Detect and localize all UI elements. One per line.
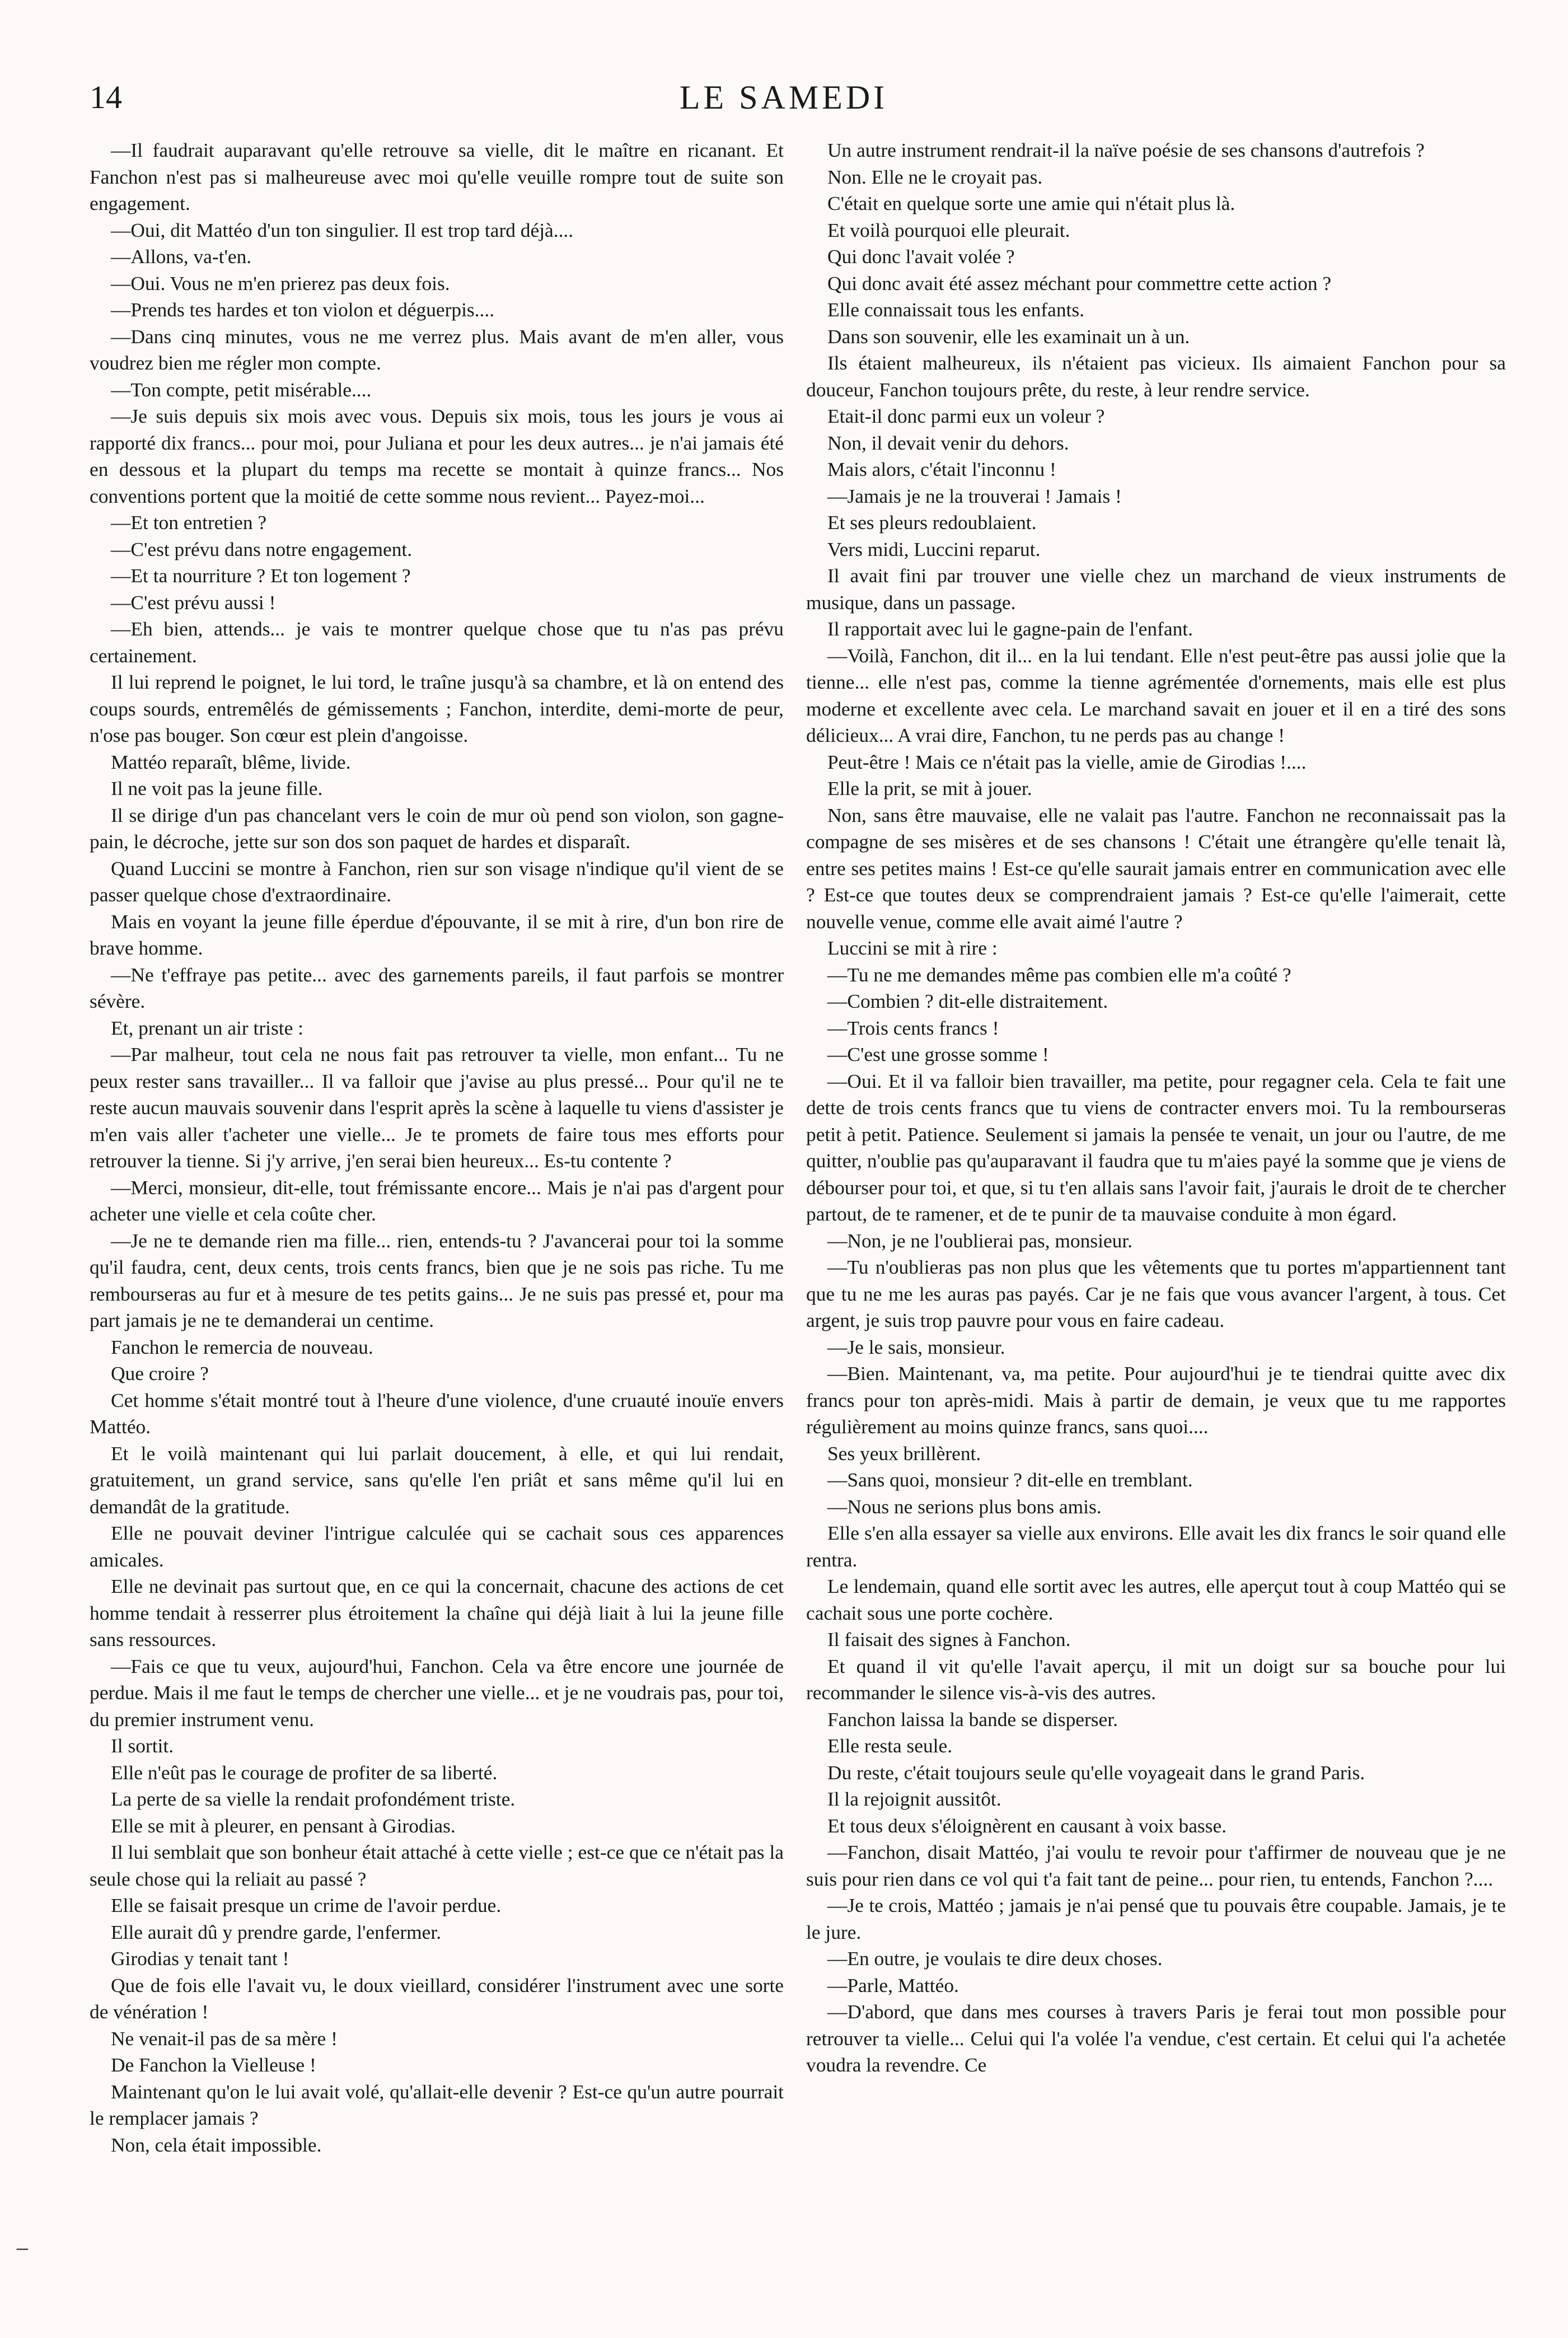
paragraph: —Jamais je ne la trouverai ! Jamais ! (827, 484, 1122, 507)
paragraph: Mattéo reparaît, blême, livide. (111, 750, 351, 773)
paragraph: —En outre, je voulais te dire deux choses. (827, 1947, 1163, 1970)
paragraph: Il rapportait avec lui le gagne-pain de l'enfant. (827, 618, 1193, 640)
paragraph: Girodias y tenait tant ! (111, 1947, 289, 1970)
paragraph: —D'abord, que dans mes courses à travers Paris je ferai tout mon possible pour retrouver ta vielle... Celui qui l'a volée l'a vendue, c'est certain. Et celui qui l'a achetée voudra la revendre. Ce (806, 2000, 1506, 2076)
paragraph: —Eh bien, attends... je vais te montrer quelque chose que tu n'as pas prévu certainement. (90, 618, 784, 667)
paragraph: Peut-être ! Mais ce n'était pas la vielle, amie de Girodias !.... (827, 750, 1307, 773)
paragraph: Mais alors, c'était l'inconnu ! (827, 458, 1056, 480)
paragraph: Et voilà pourquoi elle pleurait. (827, 218, 1070, 241)
paragraph: Et quand il vit qu'elle l'avait aperçu, il mit un doigt sur sa bouche pour lui recommander le silence vis-à-vis des autres. (806, 1654, 1506, 1704)
paragraph: Ils étaient malheureux, ils n'étaient pas vicieux. Ils aimaient Fanchon pour sa douceur, Fanchon toujours prête, du reste, à leur rendre service. (806, 352, 1506, 401)
paragraph: —Dans cinq minutes, vous ne me verrez plus. Mais avant de m'en aller, vous voudrez bien me régler mon compte. (90, 325, 784, 374)
paragraph: —Il faudrait auparavant qu'elle retrouve sa vielle, dit le maître en ricanant. Et Fanchon n'est pas si malheureuse avec moi qu'elle veuille rompre tout de suite son engagement. (90, 139, 784, 214)
paragraph: Luccini se mit à rire : (827, 937, 998, 959)
paragraph: Il ne voit pas la jeune fille. (111, 777, 323, 799)
paragraph: Non, cela était impossible. (111, 2133, 322, 2156)
paragraph: Que de fois elle l'avait vu, le doux vieillard, considérer l'instrument avec une sorte de vénération ! (90, 1974, 784, 2023)
paragraph: —Oui, dit Mattéo d'un ton singulier. Il est trop tard déjà.... (111, 218, 574, 241)
journal-title: LE SAMEDI (679, 79, 888, 116)
paragraph: —C'est une grosse somme ! (827, 1043, 1049, 1065)
paragraph: Il lui reprend le poignet, le lui tord, le traîne jusqu'à sa chambre, et là on entend des coups sourds, entremêlés de gémissements ; Fanchon, interdite, demi-morte de peur, n'ose pas bouger. Son cœur est plein d'angoisse. (90, 671, 784, 746)
paragraph: —Et ton entretien ? (111, 511, 267, 534)
paragraph: Maintenant qu'on le lui avait volé, qu'allait-elle devenir ? Est-ce qu'un autre pourrait le remplacer jamais ? (90, 2080, 784, 2129)
margin-mark: – (17, 2234, 28, 2260)
paragraph: —Ne t'effraye pas petite... avec des garnements pareils, il faut parfois se montrer sévère. (90, 963, 784, 1012)
paragraph: C'était en quelque sorte une amie qui n'était plus là. (827, 192, 1235, 214)
paragraph: —Par malheur, tout cela ne nous fait pas retrouver ta vielle, mon enfant... Tu ne peux rester sans travailler... Il va falloir que j'avise au plus pressé... Pour qu'il ne te reste aucun mauvais souvenir dans l'esprit après la scène à laquelle tu viens d'assister je m'en vais aller t'acheter une vielle... Je te promets de faire tous mes efforts pour retrouver la tienne. Si j'y arrive, j'en serai bien heureux... Es-tu contente ? (90, 1043, 784, 1172)
paragraph: Mais en voyant la jeune fille éperdue d'épouvante, il se mit à rire, d'un bon rire de brave homme. (90, 910, 784, 959)
paragraph: Et tous deux s'éloignèrent en causant à voix basse. (827, 1814, 1227, 1837)
paragraph: —Je ne te demande rien ma fille... rien, entends-tu ? J'avancerai pour toi la somme qu'il faudra, cent, deux cents, trois cents francs, bien que je ne sois pas riche. Tu me rembourseras au fur et à mesure de tes petits gains... Je ne suis pas pressé et, pour ma part jamais je ne te demanderai un centime. (90, 1229, 784, 1331)
paragraph: De Fanchon la Vielleuse ! (111, 2054, 316, 2076)
paragraph: Elle la prit, se mit à jouer. (827, 777, 1032, 799)
paragraph: Un autre instrument rendrait-il la naïve poésie de ses chansons d'autrefois ? (827, 139, 1425, 161)
paragraph: —Non, je ne l'oublierai pas, monsieur. (827, 1229, 1132, 1252)
paragraph: Elle aurait dû y prendre garde, l'enfermer. (111, 1920, 442, 1943)
paragraph: Ne venait-il pas de sa mère ! (111, 2027, 338, 2050)
paragraph: Quand Luccini se montre à Fanchon, rien sur son visage n'indique qu'il vient de se passer quelque chose d'extraordinaire. (90, 857, 784, 906)
paragraph: —Tu ne me demandes même pas combien elle m'a coûté ? (827, 963, 1291, 986)
paragraph: La perte de sa vielle la rendait profondément triste. (111, 1788, 516, 1810)
paragraph: Elle se faisait presque un crime de l'avoir perdue. (111, 1894, 502, 1916)
paragraph: —C'est prévu dans notre engagement. (111, 537, 413, 560)
paragraph: —Fais ce que tu veux, aujourd'hui, Fanchon. Cela va être encore une journée de perdue. Mais il me faut le temps de chercher une vielle... et je ne voudrais pas, pour toi, du premier instrument venu. (90, 1654, 784, 1731)
paragraph: —Oui. Et il va falloir bien travailler, ma petite, pour regagner cela. Cela te fait une dette de trois cents francs que tu viens de contracter envers moi. Tu la rembourseras petit à petit. Patience. Seulement si jamais la pensée te venait, un jour ou l'autre, de me quitter, n'oublie pas qu'auparavant il faudra que tu m'aies payé la somme que je viens de débourser pour toi, et que, si tu t'en allais sans l'avoir fait, j'aurais le droit de te chercher partout, de te ramener, et de te punir de ta mauvaise conduite à mon égard. (806, 1069, 1506, 1225)
paragraph: Fanchon laissa la bande se disperser. (827, 1708, 1118, 1731)
right-text-column (806, 137, 1506, 2298)
paragraph: Il faisait des signes à Fanchon. (827, 1628, 1071, 1650)
paragraph: —Ton compte, petit misérable.... (111, 378, 372, 401)
paragraph: Il avait fini par trouver une vielle chez un marchand de vieux instruments de musique, dans un passage. (806, 564, 1506, 614)
paragraph: Elle connaissait tous les enfants. (827, 298, 1084, 321)
paragraph: —Voilà, Fanchon, dit il... en la lui tendant. Elle n'est peut-être pas aussi jolie que la tienne... elle n'est pas, comme la tienne agrémentée d'ornements, mais elle est plus moderne et excellente avec cela. Le marchand savait en jouer et il en a tiré des sons délicieux... A vrai dire, Fanchon, tu ne perds pas au change ! (806, 644, 1506, 746)
paragraph: —Je le sais, monsieur. (827, 1335, 1005, 1358)
page-number: 14 (90, 79, 122, 115)
paragraph: —Oui. Vous ne m'en prierez pas deux fois. (111, 272, 450, 294)
paragraph: Il lui semblait que son bonheur était attaché à cette vielle ; est-ce que ce n'était pas la seule chose qui la reliait au passé ? (90, 1841, 784, 1890)
paragraph: —Sans quoi, monsieur ? dit-elle en tremblant. (827, 1469, 1193, 1491)
paragraph: Non, il devait venir du dehors. (827, 431, 1069, 454)
paragraph: Elle resta seule. (827, 1734, 953, 1757)
paragraph: —C'est prévu aussi ! (111, 591, 276, 614)
paragraph: —Trois cents francs ! (827, 1016, 999, 1039)
paragraph: Et le voilà maintenant qui lui parlait doucement, à elle, et qui lui rendait, gratuitement, un grand service, sans qu'elle l'en priât et sans même qu'il lui en demandât de la gratitude. (90, 1442, 784, 1518)
paragraph: Qui donc l'avait volée ? (827, 245, 1015, 268)
paragraph: Non, sans être mauvaise, elle ne valait pas l'autre. Fanchon ne reconnaissait pas la compagne de ses misères et de ses chansons ! C'était une étrangère qu'elle tenait là, entre ses petites mains ! Est-ce qu'elle saurait jamais entrer en communication avec elle ? Est-ce que toutes deux se comprendraient jamais ? Est-ce qu'elle l'aimerait, cette nouvelle venue, comme elle avait aimé l'autre ? (806, 803, 1506, 933)
paragraph: Cet homme s'était montré tout à l'heure d'une violence, d'une cruauté inouïe envers Mattéo. (90, 1388, 784, 1438)
paragraph: —Parle, Mattéo. (827, 1974, 959, 1996)
paragraph: Elle se mit à pleurer, en pensant à Girodias. (111, 1814, 456, 1837)
paragraph: Il se dirige d'un pas chancelant vers le coin de mur où pend son violon, son gagne-pain, le décroche, jette sur son dos son paquet de hardes et disparaît. (90, 803, 784, 853)
paragraph: —Merci, monsieur, dit-elle, tout frémissante encore... Mais je n'ai pas d'argent pour acheter une vielle et cela coûte cher. (90, 1176, 784, 1225)
paragraph: Elle s'en alla essayer sa vielle aux environs. Elle avait les dix francs le soir quand elle rentra. (806, 1522, 1506, 1571)
page-header (90, 78, 1478, 123)
paragraph: —Je te crois, Mattéo ; jamais je n'ai pensé que tu pouvais être coupable. Jamais, je te le jure. (806, 1894, 1506, 1943)
paragraph: Fanchon le remercia de nouveau. (111, 1335, 373, 1358)
paragraph: —Prends tes hardes et ton violon et déguerpis.... (111, 298, 495, 321)
paragraph: —Combien ? dit-elle distraitement. (827, 990, 1108, 1012)
paragraph: —Je suis depuis six mois avec vous. Depuis six mois, tous les jours je vous ai rapporté dix francs... pour moi, pour Juliana et pour les deux autres... je n'ai jamais été en dessous et la plupart du temps ma recette se montait à quinze francs... Nos conventions portent que la moitié de cette somme nous revient... Payez-moi... (90, 405, 784, 507)
paragraph: Il sortit. (111, 1734, 174, 1757)
paragraph: Ses yeux brillèrent. (827, 1442, 981, 1465)
paragraph: Elle ne devinait pas surtout que, en ce qui la concernait, chacune des actions de cet homme tendait à resserrer plus étroitement la chaîne qui déjà liait à lui la jeune fille sans ressources. (90, 1575, 784, 1650)
paragraph: Non. Elle ne le croyait pas. (827, 165, 1043, 188)
paragraph: Dans son souvenir, elle les examinait un à un. (827, 325, 1190, 348)
paragraph: Et ses pleurs redoublaient. (827, 511, 1037, 534)
paragraph: —Bien. Maintenant, va, ma petite. Pour aujourd'hui je te tiendrai quitte avec dix francs pour ton après-midi. Mais à partir de demain, je veux que tu me rapportes régulièrement au moins quinze francs, sans quoi.... (806, 1362, 1506, 1438)
paragraph: —Allons, va-t'en. (111, 245, 252, 268)
paragraph: Et, prenant un air triste : (111, 1016, 303, 1039)
paragraph: Le lendemain, quand elle sortit avec les autres, elle aperçut tout à coup Mattéo qui se cachait sous une porte cochère. (806, 1575, 1506, 1624)
paragraph: Il la rejoignit aussitôt. (827, 1788, 1001, 1810)
paragraph: —Fanchon, disait Mattéo, j'ai voulu te revoir pour t'affirmer de nouveau que je ne suis pour rien dans ce vol qui t'a fait tant de peine... pour rien, tu entends, Fanchon ?.... (806, 1841, 1506, 1890)
paragraph: Que croire ? (111, 1362, 209, 1385)
paragraph: Elle ne pouvait deviner l'intrigue calculée qui se cachait sous ces apparences amicales. (90, 1522, 784, 1571)
left-text-column (90, 137, 784, 2298)
paragraph: Vers midi, Luccini reparut. (827, 537, 1041, 560)
paragraph: Qui donc avait été assez méchant pour commettre cette action ? (827, 272, 1332, 294)
paragraph: Du reste, c'était toujours seule qu'elle voyageait dans le grand Paris. (827, 1761, 1365, 1784)
paragraph: Elle n'eût pas le courage de profiter de sa liberté. (111, 1761, 498, 1784)
paragraph: Etait-il donc parmi eux un voleur ? (827, 405, 1105, 427)
paragraph: —Tu n'oublieras pas non plus que les vêtements que tu portes m'appartiennent tant que tu ne me les auras pas payés. Car je ne fais que vous avancer l'argent, à tous. Cet argent, je suis trop pauvre pour vous en faire cadeau. (806, 1256, 1506, 1331)
paragraph: —Et ta nourriture ? Et ton logement ? (111, 564, 411, 587)
paragraph: —Nous ne serions plus bons amis. (827, 1495, 1102, 1518)
